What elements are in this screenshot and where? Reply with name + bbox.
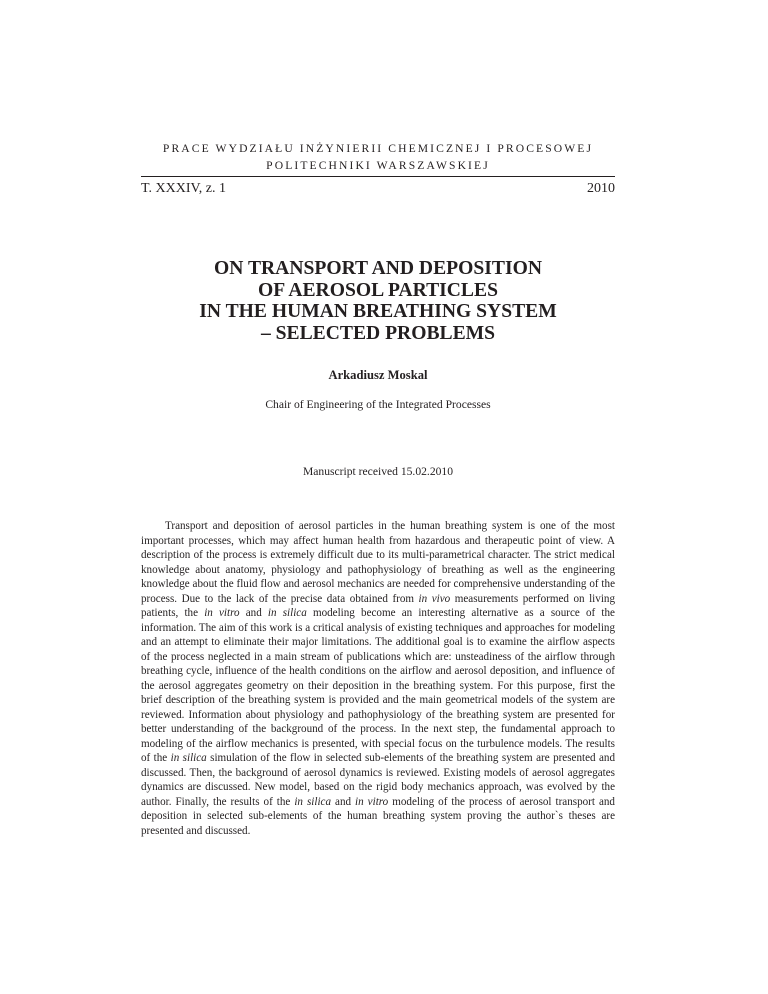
abstract xyxy=(141,519,615,838)
abstract-text: modeling become an interesting alternative as a source of the information. The aim of this work is a critical analysis of existing techniques and approaches for modeling and an attempt to eliminate their major limitations. The additional goal is to examine the airflow aspects of the process neglected in a main stream of publications which are: unsteadiness of the airflow through breathing cycle, influence of the health conditions on the airflow and aerosol deposition, and influence of the aerosol aggregates geometry on their deposition in the breathing system. For this purpose, first the brief description of the breathing system is provided and the main geometrical models of the system are reviewed. Information about physiology and pathophysiology of the breathing system are presented for better understanding of the background of the process. In the next step, the fundamental approach to modeling of the airflow mechanics is presented, with special focus on the turbulence models. The results of the xyxy=(141,607,615,764)
article-title xyxy=(141,258,615,344)
abstract-italic: in vivo xyxy=(418,592,451,605)
abstract-text: measurements performed on living patients, the xyxy=(141,592,615,619)
title-line: IN THE HUMAN BREATHING SYSTEM xyxy=(199,301,557,322)
abstract-italic: in vitro xyxy=(204,607,240,619)
journal-name-line2: POLITECHNIKI WARSZAWSKIEJ xyxy=(266,159,490,172)
author-affiliation: Chair of Engineering of the Integrated Processes xyxy=(265,398,491,411)
title-line: – SELECTED PROBLEMS xyxy=(260,322,496,344)
author-name: Arkadiusz Moskal xyxy=(328,368,428,382)
abstract-italic: in silica xyxy=(294,795,332,808)
page xyxy=(141,0,615,994)
journal-name xyxy=(141,140,615,174)
abstract-text: and xyxy=(331,795,356,808)
abstract-text: simulation of the flow in selected sub-elements of the breathing system are presented and discussed. Then, the background of aerosol dynamics is reviewed. Existing models of aerosol aggregates dynamics are discussed. New model, based on the rigid body mechanics approach, was evolved by the author. Finally, the results of the xyxy=(141,752,616,808)
publication-year: 2010 xyxy=(587,181,615,196)
abstract-italic: in silica xyxy=(170,752,207,764)
abstract-italic: in silica xyxy=(267,607,307,619)
abstract-text: Transport and deposition of aerosol particles in the human breathing system is one of the most important processes, which may affect human health from hazardous and therapeutic point of view. A description of the process is extremely difficult due to its multi-parametrical character. The strict medical knowledge about anatomy, physiology and pathophysiology of breathing as well as the engineering knowledge about the fluid flow and aerosol mechanics are needed for comprehensive understanding of the process. Due to the lack of the precise data obtained from xyxy=(141,520,615,605)
abstract-italic: in vitro xyxy=(355,795,389,808)
manuscript-received: Manuscript received 15.02.2010 xyxy=(302,465,454,478)
abstract-text: modeling of the process of aerosol transport and deposition in selected sub-elements of the human breathing system proving the author`s theses are presented and discussed. xyxy=(141,795,615,837)
abstract-text: and xyxy=(239,607,268,619)
title-line: ON TRANSPORT AND DEPOSITION xyxy=(214,258,542,279)
journal-name-line1: PRACE WYDZIAŁU INŻYNIERII CHEMICZNEJ I PROCESOWEJ xyxy=(162,142,594,155)
volume-number: T. XXXIV, z. 1 xyxy=(141,181,227,196)
title-line: OF AEROSOL PARTICLES xyxy=(258,279,498,301)
header-rule xyxy=(141,176,615,177)
